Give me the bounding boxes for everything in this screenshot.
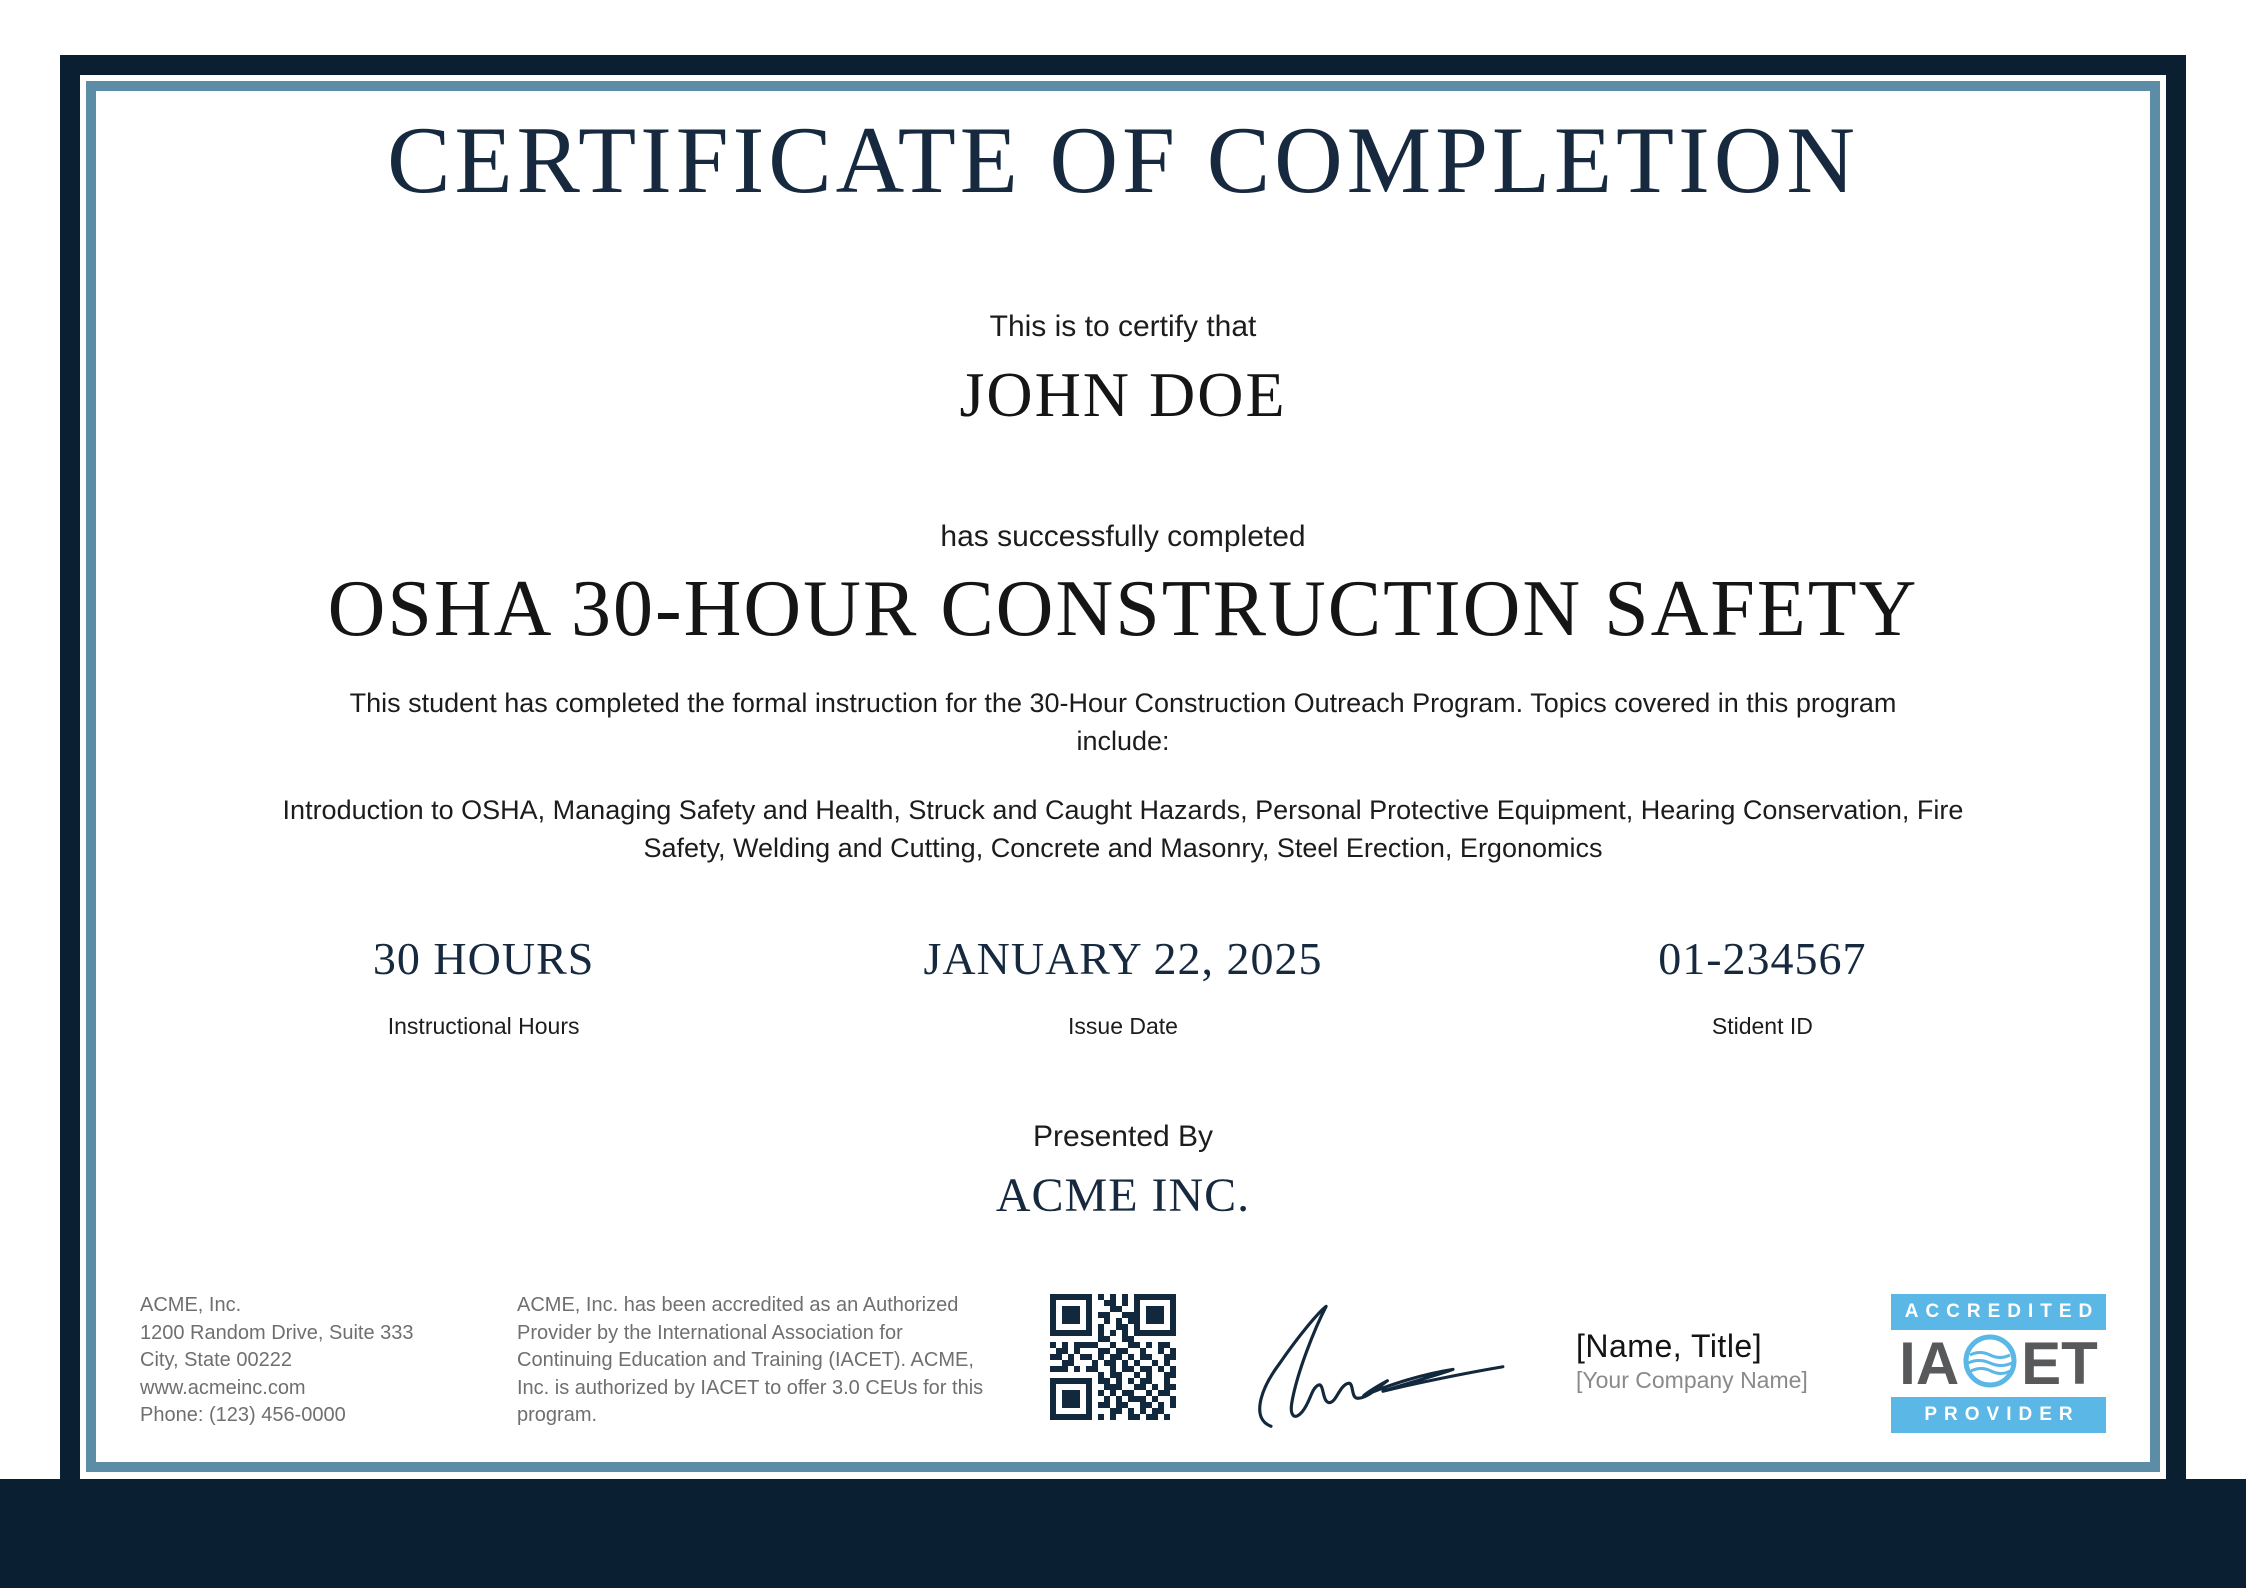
certificate-content	[96, 91, 2150, 1471]
accreditation-text: ACME, Inc. has been accredited as an Authorized Provider by the International Association for Continuing Education and Training (IACET). ACME, Inc. is authorized by IACET to offer 3.0 CEUs for this program.	[517, 1294, 984, 1427]
address-line: City, State 00222	[140, 1349, 292, 1372]
stat-value: 30 HOURS	[372, 932, 595, 984]
address-line: www.acmeinc.com	[140, 1376, 306, 1399]
iacet-accredited-provider-badge	[1891, 1294, 2106, 1433]
program-description: This student has completed the formal instruction for the 30-Hour Construction Outreach Program. Topics covered in this program include:	[349, 687, 1897, 756]
badge-letters-left: IA	[1899, 1329, 1960, 1397]
company-address-block	[140, 1292, 452, 1430]
stat-value: JANUARY 22, 2025	[923, 932, 1323, 984]
address-line: ACME, Inc.	[140, 1294, 242, 1316]
stat-student-id	[1472, 932, 2053, 1040]
badge-letters-right: ET	[2021, 1329, 2098, 1397]
signatory-block	[1576, 1292, 1826, 1394]
certificate-title: CERTIFICATE OF COMPLETION	[387, 107, 1859, 213]
badge-iacet-wordmark	[1891, 1330, 2106, 1397]
stat-value: 01-234567	[1658, 932, 1867, 984]
globe-icon	[1962, 1333, 2018, 1394]
course-title: OSHA 30-HOUR CONSTRUCTION SAFETY	[327, 564, 1919, 653]
stat-label: Instructional Hours	[387, 1012, 580, 1039]
address-line: Phone: (123) 456-0000	[140, 1404, 346, 1427]
stat-label: Stident ID	[1711, 1012, 1813, 1039]
signatory-name-title: [Name, Title]	[1576, 1328, 1763, 1364]
signatory-company: [Your Company Name]	[1576, 1367, 1808, 1393]
presenter-name: ACME INC.	[995, 1168, 1251, 1222]
footer-row	[140, 1292, 2106, 1433]
recipient-name: JOHN DOE	[959, 358, 1287, 430]
topics-list: Introduction to OSHA, Managing Safety and Health, Struck and Caught Hazards, Personal Protective Equipment, Hearing Conservation, Fire Safety, Welding and Cutting, Concrete and Masonry, Steel Erection, Ergonomics	[282, 795, 1964, 864]
certify-intro: This is to certify that	[989, 309, 1257, 343]
badge-accredited-label: ACCREDITED	[1891, 1294, 2106, 1330]
stat-label: Issue Date	[1068, 1012, 1178, 1039]
badge-provider-label: PROVIDER	[1891, 1397, 2106, 1433]
bottom-band	[0, 1479, 2246, 1588]
completion-intro: has successfully completed	[940, 519, 1306, 553]
presented-by-label: Presented By	[1032, 1119, 1214, 1153]
qr-code-icon	[1050, 1294, 1176, 1420]
address-line: 1200 Random Drive, Suite 333	[140, 1321, 414, 1344]
stat-instructional-hours	[193, 932, 774, 1040]
stats-row	[193, 932, 2053, 1040]
stat-issue-date	[774, 932, 1472, 1040]
signature-icon	[1241, 1288, 1511, 1428]
